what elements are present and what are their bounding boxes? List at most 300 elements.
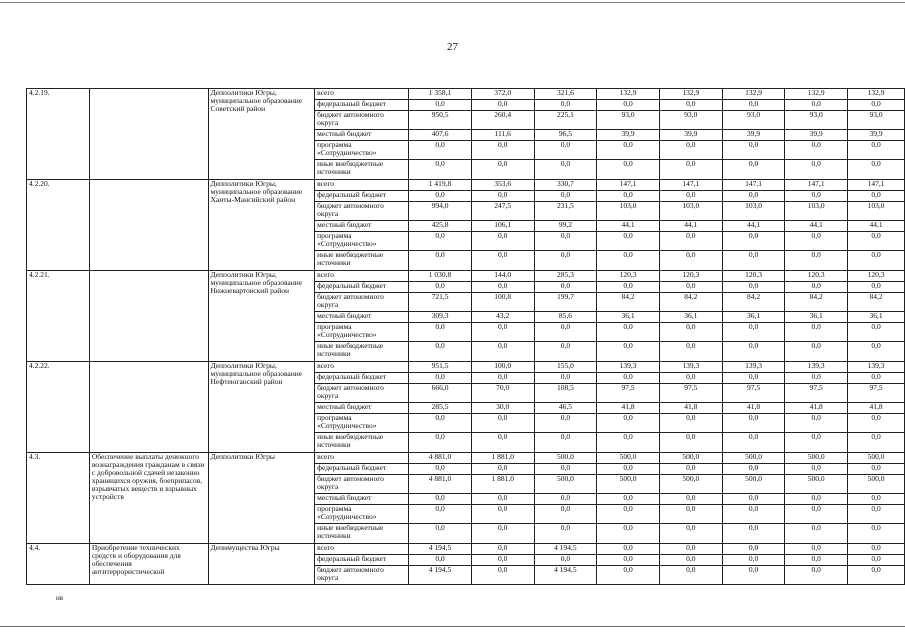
value-cell: 147,1 xyxy=(659,180,722,191)
row-executor: Депполитики Югры, муниципальное образование Нижневартовский район xyxy=(208,271,315,362)
value-cell: 0,0 xyxy=(597,160,660,180)
value-cell: 44,1 xyxy=(785,221,848,232)
funding-source: бюджет автономного округа xyxy=(315,293,409,312)
value-cell: 0,0 xyxy=(722,191,785,202)
value-cell: 0,0 xyxy=(409,141,472,160)
value-cell: 500,0 xyxy=(597,475,660,494)
value-cell: 36,1 xyxy=(722,312,785,323)
value-cell: 0,0 xyxy=(722,555,785,566)
value-cell: 0,0 xyxy=(659,505,722,524)
funding-source: программа «Сотрудничество» xyxy=(315,232,409,251)
value-cell: 0,0 xyxy=(471,100,534,111)
value-cell: 0,0 xyxy=(471,566,534,585)
row-code: 4.2.19. xyxy=(27,89,90,180)
value-cell: 132,9 xyxy=(722,89,785,100)
value-cell: 139,3 xyxy=(785,362,848,373)
value-cell: 147,1 xyxy=(848,180,905,191)
value-cell: 260,4 xyxy=(471,111,534,130)
value-cell: 0,0 xyxy=(722,373,785,384)
value-cell: 0,0 xyxy=(597,323,660,342)
value-cell: 1 030,8 xyxy=(409,271,472,282)
value-cell: 0,0 xyxy=(659,100,722,111)
value-cell: 0,0 xyxy=(722,141,785,160)
value-cell: 0,0 xyxy=(848,524,905,544)
funding-source: бюджет автономного округа xyxy=(315,111,409,130)
value-cell: 0,0 xyxy=(534,433,597,453)
value-cell: 0,0 xyxy=(659,251,722,271)
value-cell: 100,8 xyxy=(471,293,534,312)
funding-source: иные внебюджетные источники xyxy=(315,160,409,180)
funding-source: федеральный бюджет xyxy=(315,464,409,475)
value-cell: 199,7 xyxy=(534,293,597,312)
value-cell: 0,0 xyxy=(722,464,785,475)
value-cell: 1 881,0 xyxy=(471,475,534,494)
value-cell: 41,8 xyxy=(785,403,848,414)
value-cell: 132,9 xyxy=(785,89,848,100)
value-cell: 0,0 xyxy=(471,342,534,362)
value-cell: 103,0 xyxy=(597,202,660,221)
funding-source: программа «Сотрудничество» xyxy=(315,323,409,342)
value-cell: 139,3 xyxy=(848,362,905,373)
row-executor: Депполитики Югры, муниципальное образование Советский район xyxy=(208,89,315,180)
funding-source: всего xyxy=(315,453,409,464)
value-cell: 132,9 xyxy=(659,89,722,100)
funding-source: программа «Сотрудничество» xyxy=(315,414,409,433)
funding-source: местный бюджет xyxy=(315,221,409,232)
value-cell: 103,0 xyxy=(722,202,785,221)
value-cell: 84,2 xyxy=(597,293,660,312)
value-cell: 147,1 xyxy=(597,180,660,191)
value-cell: 139,3 xyxy=(722,362,785,373)
value-cell: 97,5 xyxy=(785,384,848,403)
value-cell: 4 194,5 xyxy=(534,544,597,555)
value-cell: 0,0 xyxy=(722,251,785,271)
value-cell: 500,0 xyxy=(534,475,597,494)
value-cell: 0,0 xyxy=(785,433,848,453)
value-cell: 0,0 xyxy=(848,342,905,362)
value-cell: 0,0 xyxy=(785,323,848,342)
value-cell: 0,0 xyxy=(409,100,472,111)
value-cell: 4 881,0 xyxy=(409,475,472,494)
value-cell: 103,0 xyxy=(785,202,848,221)
value-cell: 0,0 xyxy=(848,251,905,271)
value-cell: 500,0 xyxy=(785,475,848,494)
funding-source: программа «Сотрудничество» xyxy=(315,141,409,160)
value-cell: 0,0 xyxy=(848,555,905,566)
scan-bottom-edge xyxy=(0,626,905,627)
value-cell: 0,0 xyxy=(534,505,597,524)
value-cell: 0,0 xyxy=(722,433,785,453)
value-cell: 0,0 xyxy=(785,373,848,384)
value-cell: 4 194,5 xyxy=(534,566,597,585)
value-cell: 0,0 xyxy=(722,544,785,555)
table-row xyxy=(27,180,905,191)
value-cell: 0,0 xyxy=(848,141,905,160)
value-cell: 120,3 xyxy=(785,271,848,282)
value-cell: 0,0 xyxy=(785,251,848,271)
value-cell: 0,0 xyxy=(471,544,534,555)
value-cell: 0,0 xyxy=(409,191,472,202)
value-cell: 1 419,8 xyxy=(409,180,472,191)
value-cell: 0,0 xyxy=(659,544,722,555)
value-cell: 0,0 xyxy=(597,494,660,505)
value-cell: 500,0 xyxy=(534,453,597,464)
value-cell: 0,0 xyxy=(722,342,785,362)
value-cell: 108,5 xyxy=(534,384,597,403)
funding-source: местный бюджет xyxy=(315,494,409,505)
funding-source: всего xyxy=(315,89,409,100)
row-name: Обеспечение выплаты денежного вознаграждения гражданам в связи с добровольной сдачей незаконно хранящихся оружия, боеприпасов, взрывчатых веществ и взрывных устройств xyxy=(89,453,208,544)
value-cell: 0,0 xyxy=(597,414,660,433)
value-cell: 500,0 xyxy=(848,475,905,494)
value-cell: 721,5 xyxy=(409,293,472,312)
value-cell: 0,0 xyxy=(597,524,660,544)
value-cell: 0,0 xyxy=(471,414,534,433)
footer-mark: нв xyxy=(56,594,64,602)
row-code: 4.3. xyxy=(27,453,90,544)
value-cell: 93,0 xyxy=(785,111,848,130)
funding-source: федеральный бюджет xyxy=(315,373,409,384)
funding-source: иные внебюджетные источники xyxy=(315,524,409,544)
value-cell: 0,0 xyxy=(659,342,722,362)
scan-top-edge xyxy=(0,2,905,3)
row-code: 4.4. xyxy=(27,544,90,585)
funding-source: иные внебюджетные источники xyxy=(315,433,409,453)
value-cell: 0,0 xyxy=(597,232,660,251)
value-cell: 0,0 xyxy=(534,464,597,475)
value-cell: 97,5 xyxy=(659,384,722,403)
value-cell: 103,0 xyxy=(659,202,722,221)
row-name: Приобретение технических средств и оборудования для обеспечения антитеррористической xyxy=(89,544,208,585)
value-cell: 0,0 xyxy=(848,505,905,524)
value-cell: 0,0 xyxy=(534,100,597,111)
value-cell: 147,1 xyxy=(722,180,785,191)
value-cell: 132,9 xyxy=(848,89,905,100)
value-cell: 285,3 xyxy=(534,271,597,282)
value-cell: 0,0 xyxy=(785,566,848,585)
value-cell: 139,3 xyxy=(659,362,722,373)
value-cell: 0,0 xyxy=(471,524,534,544)
value-cell: 100,0 xyxy=(471,362,534,373)
value-cell: 0,0 xyxy=(785,494,848,505)
value-cell: 41,8 xyxy=(597,403,660,414)
value-cell: 0,0 xyxy=(409,555,472,566)
page-number: 27 xyxy=(447,41,458,53)
value-cell: 85,6 xyxy=(534,312,597,323)
row-executor: Депполитики Югры xyxy=(208,453,315,544)
value-cell: 0,0 xyxy=(659,555,722,566)
value-cell: 93,0 xyxy=(722,111,785,130)
value-cell: 407,6 xyxy=(409,130,472,141)
value-cell: 93,0 xyxy=(848,111,905,130)
value-cell: 120,3 xyxy=(659,271,722,282)
value-cell: 425,8 xyxy=(409,221,472,232)
value-cell: 0,0 xyxy=(785,191,848,202)
value-cell: 0,0 xyxy=(848,414,905,433)
value-cell: 0,0 xyxy=(722,232,785,251)
value-cell: 0,0 xyxy=(722,323,785,342)
value-cell: 0,0 xyxy=(597,566,660,585)
value-cell: 36,1 xyxy=(597,312,660,323)
value-cell: 0,0 xyxy=(409,414,472,433)
budget-table xyxy=(26,88,905,585)
value-cell: 44,1 xyxy=(848,221,905,232)
value-cell: 0,0 xyxy=(471,494,534,505)
value-cell: 0,0 xyxy=(409,160,472,180)
value-cell: 0,0 xyxy=(409,524,472,544)
row-executor: Депполитики Югры, муниципальное образование Нефтеюганский район xyxy=(208,362,315,453)
value-cell: 0,0 xyxy=(534,373,597,384)
value-cell: 666,0 xyxy=(409,384,472,403)
table-row xyxy=(27,362,905,373)
value-cell: 0,0 xyxy=(785,555,848,566)
value-cell: 0,0 xyxy=(534,414,597,433)
value-cell: 0,0 xyxy=(597,433,660,453)
value-cell: 0,0 xyxy=(659,433,722,453)
value-cell: 247,5 xyxy=(471,202,534,221)
table-row xyxy=(27,453,905,464)
value-cell: 0,0 xyxy=(597,191,660,202)
value-cell: 0,0 xyxy=(597,555,660,566)
value-cell: 39,9 xyxy=(722,130,785,141)
value-cell: 0,0 xyxy=(597,464,660,475)
value-cell: 39,9 xyxy=(597,130,660,141)
value-cell: 0,0 xyxy=(409,342,472,362)
value-cell: 120,3 xyxy=(722,271,785,282)
table-row xyxy=(27,544,905,555)
value-cell: 0,0 xyxy=(659,464,722,475)
value-cell: 372,0 xyxy=(471,89,534,100)
funding-source: федеральный бюджет xyxy=(315,282,409,293)
row-code: 4.2.20. xyxy=(27,180,90,271)
value-cell: 225,1 xyxy=(534,111,597,130)
table-row xyxy=(27,89,905,100)
value-cell: 39,9 xyxy=(785,130,848,141)
value-cell: 0,0 xyxy=(848,544,905,555)
value-cell: 0,0 xyxy=(785,232,848,251)
value-cell: 0,0 xyxy=(659,494,722,505)
value-cell: 0,0 xyxy=(471,141,534,160)
value-cell: 0,0 xyxy=(659,141,722,160)
value-cell: 0,0 xyxy=(848,100,905,111)
value-cell: 950,5 xyxy=(409,111,472,130)
value-cell: 139,3 xyxy=(597,362,660,373)
value-cell: 30,0 xyxy=(471,403,534,414)
funding-source: всего xyxy=(315,180,409,191)
value-cell: 0,0 xyxy=(848,373,905,384)
value-cell: 147,1 xyxy=(785,180,848,191)
value-cell: 93,0 xyxy=(597,111,660,130)
value-cell: 0,0 xyxy=(597,505,660,524)
funding-source: местный бюджет xyxy=(315,403,409,414)
value-cell: 0,0 xyxy=(848,160,905,180)
value-cell: 1 881,0 xyxy=(471,453,534,464)
value-cell: 500,0 xyxy=(785,453,848,464)
value-cell: 0,0 xyxy=(722,160,785,180)
value-cell: 0,0 xyxy=(534,251,597,271)
value-cell: 0,0 xyxy=(597,100,660,111)
value-cell: 97,5 xyxy=(848,384,905,403)
value-cell: 0,0 xyxy=(848,323,905,342)
value-cell: 0,0 xyxy=(785,544,848,555)
value-cell: 0,0 xyxy=(409,323,472,342)
funding-source: бюджет автономного округа xyxy=(315,566,409,585)
funding-source: бюджет автономного округа xyxy=(315,475,409,494)
value-cell: 0,0 xyxy=(534,191,597,202)
value-cell: 0,0 xyxy=(659,524,722,544)
value-cell: 285,5 xyxy=(409,403,472,414)
value-cell: 84,2 xyxy=(659,293,722,312)
value-cell: 0,0 xyxy=(785,282,848,293)
value-cell: 0,0 xyxy=(471,251,534,271)
table-row xyxy=(27,271,905,282)
value-cell: 4 194,5 xyxy=(409,566,472,585)
value-cell: 0,0 xyxy=(722,414,785,433)
value-cell: 0,0 xyxy=(785,342,848,362)
value-cell: 0,0 xyxy=(785,141,848,160)
value-cell: 0,0 xyxy=(471,191,534,202)
value-cell: 36,1 xyxy=(848,312,905,323)
value-cell: 0,0 xyxy=(471,160,534,180)
value-cell: 41,8 xyxy=(659,403,722,414)
funding-source: федеральный бюджет xyxy=(315,100,409,111)
value-cell: 1 358,1 xyxy=(409,89,472,100)
row-code: 4.2.21. xyxy=(27,271,90,362)
value-cell: 0,0 xyxy=(722,494,785,505)
value-cell: 0,0 xyxy=(409,464,472,475)
value-cell: 144,0 xyxy=(471,271,534,282)
funding-source: всего xyxy=(315,362,409,373)
funding-source: местный бюджет xyxy=(315,312,409,323)
value-cell: 309,3 xyxy=(409,312,472,323)
value-cell: 120,3 xyxy=(597,271,660,282)
value-cell: 0,0 xyxy=(471,232,534,251)
value-cell: 0,0 xyxy=(722,505,785,524)
value-cell: 0,0 xyxy=(471,373,534,384)
value-cell: 0,0 xyxy=(597,282,660,293)
value-cell: 0,0 xyxy=(785,100,848,111)
row-executor: Депимущества Югры xyxy=(208,544,315,585)
value-cell: 0,0 xyxy=(409,494,472,505)
funding-source: всего xyxy=(315,544,409,555)
value-cell: 4 881,0 xyxy=(409,453,472,464)
value-cell: 132,9 xyxy=(597,89,660,100)
value-cell: 0,0 xyxy=(785,414,848,433)
value-cell: 0,0 xyxy=(722,524,785,544)
value-cell: 44,1 xyxy=(722,221,785,232)
row-name xyxy=(89,362,208,453)
funding-source: бюджет автономного округа xyxy=(315,384,409,403)
funding-source: федеральный бюджет xyxy=(315,555,409,566)
value-cell: 0,0 xyxy=(597,342,660,362)
value-cell: 0,0 xyxy=(848,494,905,505)
row-code: 4.2.22. xyxy=(27,362,90,453)
value-cell: 0,0 xyxy=(471,505,534,524)
value-cell: 0,0 xyxy=(785,160,848,180)
value-cell: 0,0 xyxy=(471,555,534,566)
row-name xyxy=(89,180,208,271)
value-cell: 0,0 xyxy=(534,524,597,544)
value-cell: 0,0 xyxy=(534,141,597,160)
value-cell: 0,0 xyxy=(597,373,660,384)
value-cell: 0,0 xyxy=(722,100,785,111)
value-cell: 0,0 xyxy=(848,566,905,585)
funding-source: программа «Сотрудничество» xyxy=(315,505,409,524)
value-cell: 44,1 xyxy=(659,221,722,232)
value-cell: 46,5 xyxy=(534,403,597,414)
value-cell: 106,1 xyxy=(471,221,534,232)
value-cell: 96,5 xyxy=(534,130,597,141)
value-cell: 500,0 xyxy=(848,453,905,464)
value-cell: 0,0 xyxy=(409,232,472,251)
value-cell: 0,0 xyxy=(471,282,534,293)
value-cell: 0,0 xyxy=(785,524,848,544)
value-cell: 0,0 xyxy=(848,464,905,475)
value-cell: 41,8 xyxy=(722,403,785,414)
value-cell: 0,0 xyxy=(785,464,848,475)
value-cell: 0,0 xyxy=(409,282,472,293)
value-cell: 97,5 xyxy=(722,384,785,403)
value-cell: 39,9 xyxy=(659,130,722,141)
value-cell: 0,0 xyxy=(597,544,660,555)
value-cell: 4 194,5 xyxy=(409,544,472,555)
value-cell: 111,6 xyxy=(471,130,534,141)
value-cell: 500,0 xyxy=(659,453,722,464)
value-cell: 0,0 xyxy=(848,232,905,251)
value-cell: 0,0 xyxy=(534,232,597,251)
row-name xyxy=(89,89,208,180)
value-cell: 84,2 xyxy=(722,293,785,312)
funding-source: бюджет автономного округа xyxy=(315,202,409,221)
value-cell: 93,0 xyxy=(659,111,722,130)
value-cell: 120,3 xyxy=(848,271,905,282)
value-cell: 0,0 xyxy=(659,414,722,433)
value-cell: 36,1 xyxy=(785,312,848,323)
value-cell: 0,0 xyxy=(659,323,722,342)
funding-source: местный бюджет xyxy=(315,130,409,141)
value-cell: 41,8 xyxy=(848,403,905,414)
value-cell: 0,0 xyxy=(785,505,848,524)
value-cell: 0,0 xyxy=(534,160,597,180)
value-cell: 70,0 xyxy=(471,384,534,403)
value-cell: 0,0 xyxy=(471,464,534,475)
value-cell: 0,0 xyxy=(534,555,597,566)
funding-source: иные внебюджетные источники xyxy=(315,251,409,271)
funding-source: иные внебюджетные источники xyxy=(315,342,409,362)
value-cell: 84,2 xyxy=(848,293,905,312)
value-cell: 36,1 xyxy=(659,312,722,323)
value-cell: 353,6 xyxy=(471,180,534,191)
row-name xyxy=(89,271,208,362)
value-cell: 0,0 xyxy=(409,373,472,384)
value-cell: 0,0 xyxy=(848,191,905,202)
value-cell: 0,0 xyxy=(722,566,785,585)
row-executor: Депполитики Югры, муниципальное образование Ханты-Мансийский район xyxy=(208,180,315,271)
funding-source: всего xyxy=(315,271,409,282)
value-cell: 0,0 xyxy=(659,232,722,251)
value-cell: 43,2 xyxy=(471,312,534,323)
value-cell: 0,0 xyxy=(659,566,722,585)
value-cell: 321,6 xyxy=(534,89,597,100)
value-cell: 39,9 xyxy=(848,130,905,141)
value-cell: 155,0 xyxy=(534,362,597,373)
value-cell: 0,0 xyxy=(722,282,785,293)
value-cell: 44,1 xyxy=(597,221,660,232)
value-cell: 0,0 xyxy=(659,160,722,180)
value-cell: 0,0 xyxy=(409,251,472,271)
value-cell: 103,0 xyxy=(848,202,905,221)
value-cell: 0,0 xyxy=(409,433,472,453)
